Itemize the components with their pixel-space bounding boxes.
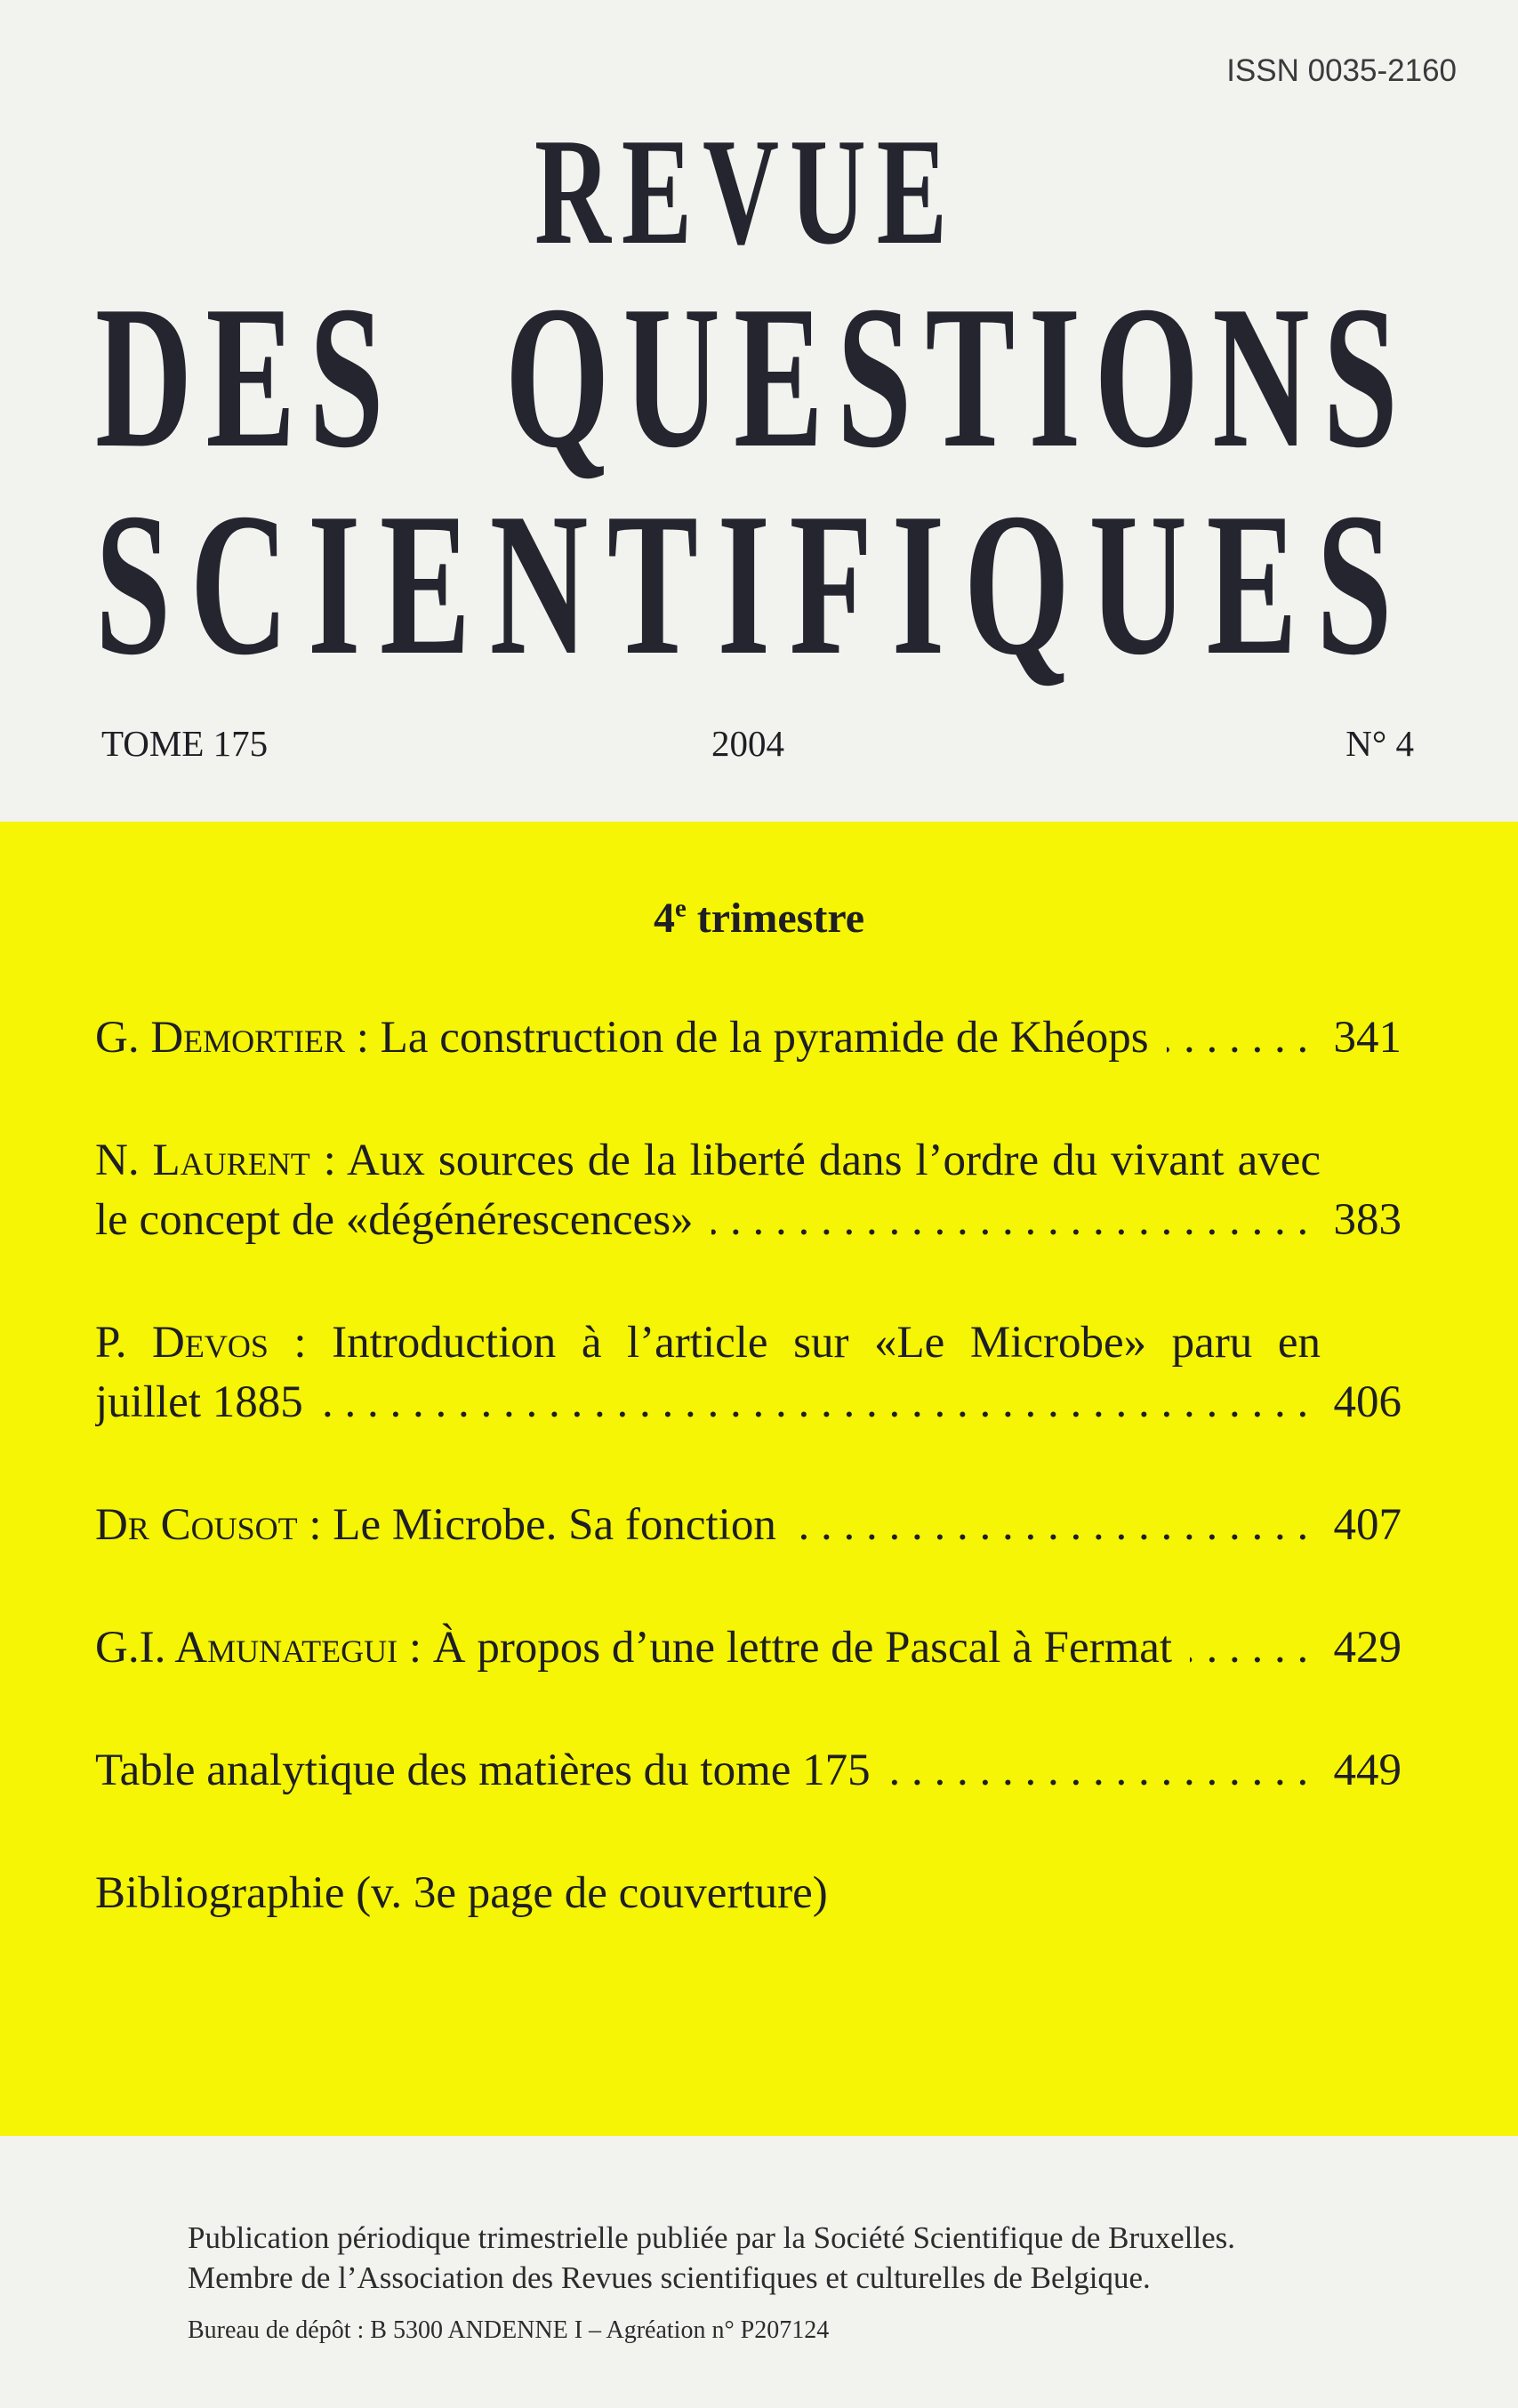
toc-entry-laurent [95,1131,1402,1250]
toc-entry-text [95,1500,794,1550]
postal-bureau-note: Bureau de dépôt : B 5300 ANDENNE I – Agréation n° P207124 [188,2316,830,2344]
publisher-note [188,2218,1235,2298]
toc-page-number: 449 [1307,1741,1402,1801]
toc-title: La construction de la pyramide de Khéops [380,1013,1149,1063]
toc-author: N. Laurent [95,1136,310,1185]
toc-entry-text [95,1746,888,1795]
issue-info-row [0,722,1518,765]
toc-title: Le Microbe. Sa fonction [333,1500,776,1550]
toc-entry-amunategui [95,1618,1402,1678]
toc-separator: : [297,1500,333,1550]
toc-separator: : [268,1318,333,1368]
toc-title: Introduction à l’article sur «Le Microbe» paru en juillet 1885 [95,1318,1321,1427]
toc-title: Aux sources de la liberté dans l’ordre du vivant avec le concept de «dégénérescences» [95,1136,1321,1245]
toc-separator: : [345,1013,381,1063]
toc-entry-devos [95,1313,1402,1433]
quarter-ordinal: e [674,894,687,923]
toc-author: Dr Cousot [95,1500,298,1550]
publication-statement: Publication périodique trimestrielle publiée par la Société Scientifique de Bruxelles. [188,2220,1235,2255]
toc-entry-text [95,1868,846,1918]
toc-page-number: 406 [1307,1373,1402,1433]
toc-separator: : [398,1623,433,1673]
issn-number: ISSN 0035-2160 [1226,53,1457,88]
quarter-number: 4 [653,895,675,942]
toc-title: Table analytique des matières du tome 175 [95,1746,871,1795]
toc-author: G. Demortier [95,1013,345,1063]
toc-entry-text [95,1318,1321,1427]
toc-author: G.I. Amunategui [95,1623,398,1673]
toc-page-number: 407 [1307,1496,1402,1555]
toc-page-number: 341 [1307,1008,1402,1068]
toc-entry-demortier [95,1008,1402,1068]
issue-number: N° 4 [1345,723,1414,764]
issue-year: 2004 [711,723,784,764]
toc-entry-text [95,1623,1190,1673]
toc-entry-text [95,1013,1167,1063]
toc-title: Bibliographie (v. 3e page de couverture) [95,1868,828,1918]
toc-separator: : [309,1136,348,1185]
toc-author: P. Devos [95,1318,269,1368]
membership-statement: Membre de l’Association des Revues scientifiques et culturelles de Belgique. [188,2260,1151,2295]
toc-title: À propos d’une lettre de Pascal à Fermat [432,1623,1173,1673]
contents-band [0,822,1518,2136]
toc-entry-cousot [95,1496,1402,1555]
title-line-des-questions: DES QUESTIONS [95,263,1411,490]
title-line-revue: REVUE [534,108,958,277]
quarter-heading [0,894,1518,943]
toc-entry-analytic-table [95,1741,1402,1801]
tome-number: TOME 175 [101,723,269,764]
quarter-label: trimestre [696,895,865,942]
table-of-contents [95,1008,1402,1987]
toc-page-number: 429 [1307,1618,1402,1678]
title-line-scientifiques: SCIENTIFIQUES [95,470,1411,694]
toc-entry-bibliography [95,1864,1402,1923]
masthead-title [0,0,1518,694]
toc-page-number: 383 [1307,1191,1402,1250]
toc-entry-text [95,1136,1321,1245]
